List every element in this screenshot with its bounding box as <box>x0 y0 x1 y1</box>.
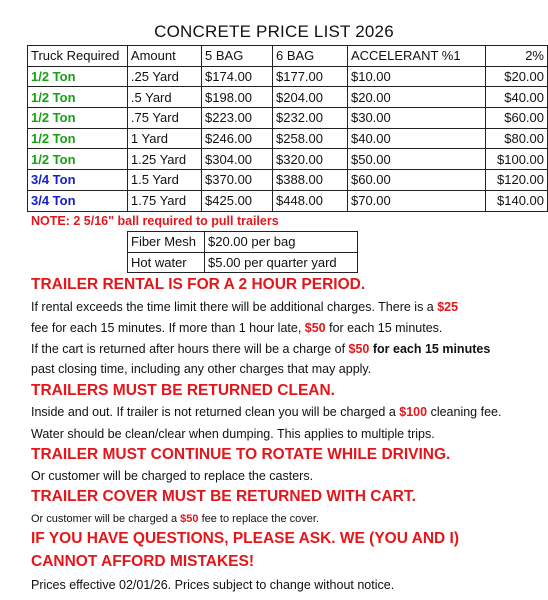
amount-cell: .25 Yard <box>127 66 201 87</box>
6-bag-price-cell: $448.00 <box>273 190 348 211</box>
accelerant-2-cell: $20.00 <box>485 66 547 87</box>
extra-price-cell: $20.00 per bag <box>205 232 358 253</box>
amount-cell: .75 Yard <box>127 108 201 129</box>
rental-line-3-end: for each 15 minutes <box>369 342 491 356</box>
5-bag-price-cell: $370.00 <box>202 170 273 191</box>
clean-line-1-end: cleaning fee. <box>427 405 502 419</box>
5-bag-price-cell: $304.00 <box>202 149 273 170</box>
table-row <box>28 66 548 87</box>
accelerant-2-cell: $140.00 <box>485 190 547 211</box>
amount-cell: 1.75 Yard <box>127 190 201 211</box>
extras-table <box>127 231 358 273</box>
accelerant-1-cell: $60.00 <box>347 170 485 191</box>
clean-line-1 <box>31 405 501 419</box>
truck-cell: 1/2 Ton <box>28 149 128 170</box>
accelerant-2-cell: $80.00 <box>485 128 547 149</box>
amount-cell: 1.5 Yard <box>127 170 201 191</box>
6-bag-price-cell: $258.00 <box>273 128 348 149</box>
cover-line-1-end: fee to replace the cover. <box>198 513 319 525</box>
rental-line-3 <box>31 342 490 356</box>
after-hours-fee-amount: $50 <box>348 342 370 356</box>
truck-cell: 1/2 Ton <box>28 66 128 87</box>
rental-heading: TRAILER RENTAL IS FOR A 2 HOUR PERIOD. <box>31 276 366 293</box>
accelerant-2-cell: $40.00 <box>485 87 547 108</box>
rental-line-3-text: If the cart is returned after hours there will be a charge of <box>31 342 349 356</box>
extra-item-cell: Fiber Mesh <box>128 232 205 253</box>
clean-line-1-text: Inside and out. If trailer is not returned clean you will be charged a <box>31 405 400 419</box>
header-amount: Amount <box>127 46 201 67</box>
header-accelerant-2: 2% <box>485 46 547 67</box>
truck-cell: 1/2 Ton <box>28 108 128 129</box>
accelerant-1-cell: $40.00 <box>347 128 485 149</box>
accelerant-1-cell: $20.00 <box>347 87 485 108</box>
footer-note: Prices effective 02/01/26. Prices subject to change without notice. <box>31 578 395 592</box>
accelerant-2-cell: $120.00 <box>485 170 547 191</box>
6-bag-price-cell: $388.00 <box>273 170 348 191</box>
truck-cell: 1/2 Ton <box>28 87 128 108</box>
cover-line-1 <box>31 513 319 525</box>
table-row <box>28 149 548 170</box>
accelerant-1-cell: $10.00 <box>347 66 485 87</box>
header-6-bag: 6 BAG <box>273 46 348 67</box>
6-bag-price-cell: $232.00 <box>273 108 348 129</box>
cover-line-1-text: Or customer will be charged a <box>31 513 181 525</box>
header-accelerant-1: ACCELERANT %1 <box>347 46 485 67</box>
extras-row <box>128 252 358 273</box>
rental-line-4: past closing time, including any other charges that may apply. <box>31 362 372 376</box>
accelerant-1-cell: $30.00 <box>347 108 485 129</box>
6-bag-price-cell: $204.00 <box>273 87 348 108</box>
accelerant-1-cell: $70.00 <box>347 190 485 211</box>
accelerant-1-cell: $50.00 <box>347 149 485 170</box>
table-header-row <box>28 46 548 67</box>
amount-cell: 1.25 Yard <box>127 149 201 170</box>
accelerant-2-cell: $100.00 <box>485 149 547 170</box>
rental-line-1-text: If rental exceeds the time limit there will be additional charges. There is a <box>31 300 438 314</box>
page-title: CONCRETE PRICE LIST 2026 <box>154 22 394 41</box>
trailer-ball-note: NOTE: 2 5/16" ball required to pull trailers <box>31 214 279 228</box>
5-bag-price-cell: $425.00 <box>202 190 273 211</box>
6-bag-price-cell: $177.00 <box>273 66 348 87</box>
5-bag-price-cell: $198.00 <box>202 87 273 108</box>
cover-fee-amount: $50 <box>180 513 199 525</box>
accelerant-2-cell: $60.00 <box>485 108 547 129</box>
5-bag-price-cell: $223.00 <box>202 108 273 129</box>
rental-line-2-end: for each 15 minutes. <box>325 321 443 335</box>
table-row <box>28 108 548 129</box>
questions-line-1: IF YOU HAVE QUESTIONS, PLEASE ASK. WE (YOU AND I) <box>31 530 460 547</box>
rental-line-2 <box>31 321 442 335</box>
header-5-bag: 5 BAG <box>202 46 273 67</box>
cleaning-fee-amount: $100 <box>399 405 428 419</box>
price-table <box>27 45 548 212</box>
truck-cell: 3/4 Ton <box>28 190 128 211</box>
table-row <box>28 128 548 149</box>
amount-cell: .5 Yard <box>127 87 201 108</box>
clean-heading: TRAILERS MUST BE RETURNED CLEAN. <box>31 382 335 399</box>
cover-heading: TRAILER COVER MUST BE RETURNED WITH CART. <box>31 488 416 505</box>
6-bag-price-cell: $320.00 <box>273 149 348 170</box>
rotate-heading: TRAILER MUST CONTINUE TO ROTATE WHILE DRIVING. <box>31 446 451 463</box>
table-row <box>28 190 548 211</box>
rental-line-2-text: fee for each 15 minutes. If more than 1 hour late, <box>31 321 305 335</box>
table-row <box>28 170 548 191</box>
truck-cell: 3/4 Ton <box>28 170 128 191</box>
clean-line-2: Water should be clean/clear when dumping. This applies to multiple trips. <box>31 427 435 441</box>
table-row <box>28 87 548 108</box>
extra-price-cell: $5.00 per quarter yard <box>205 252 358 273</box>
header-truck-required: Truck Required <box>28 46 128 67</box>
rental-line-1 <box>31 300 458 314</box>
5-bag-price-cell: $174.00 <box>202 66 273 87</box>
late-fee-amount: $50 <box>304 321 326 335</box>
questions-line-2: CANNOT AFFORD MISTAKES! <box>31 553 255 570</box>
extras-row <box>128 232 358 253</box>
5-bag-price-cell: $246.00 <box>202 128 273 149</box>
truck-cell: 1/2 Ton <box>28 128 128 149</box>
extra-item-cell: Hot water <box>128 252 205 273</box>
rental-fee-amount: $25 <box>437 300 459 314</box>
rotate-line-1: Or customer will be charged to replace the casters. <box>31 469 314 483</box>
amount-cell: 1 Yard <box>127 128 201 149</box>
